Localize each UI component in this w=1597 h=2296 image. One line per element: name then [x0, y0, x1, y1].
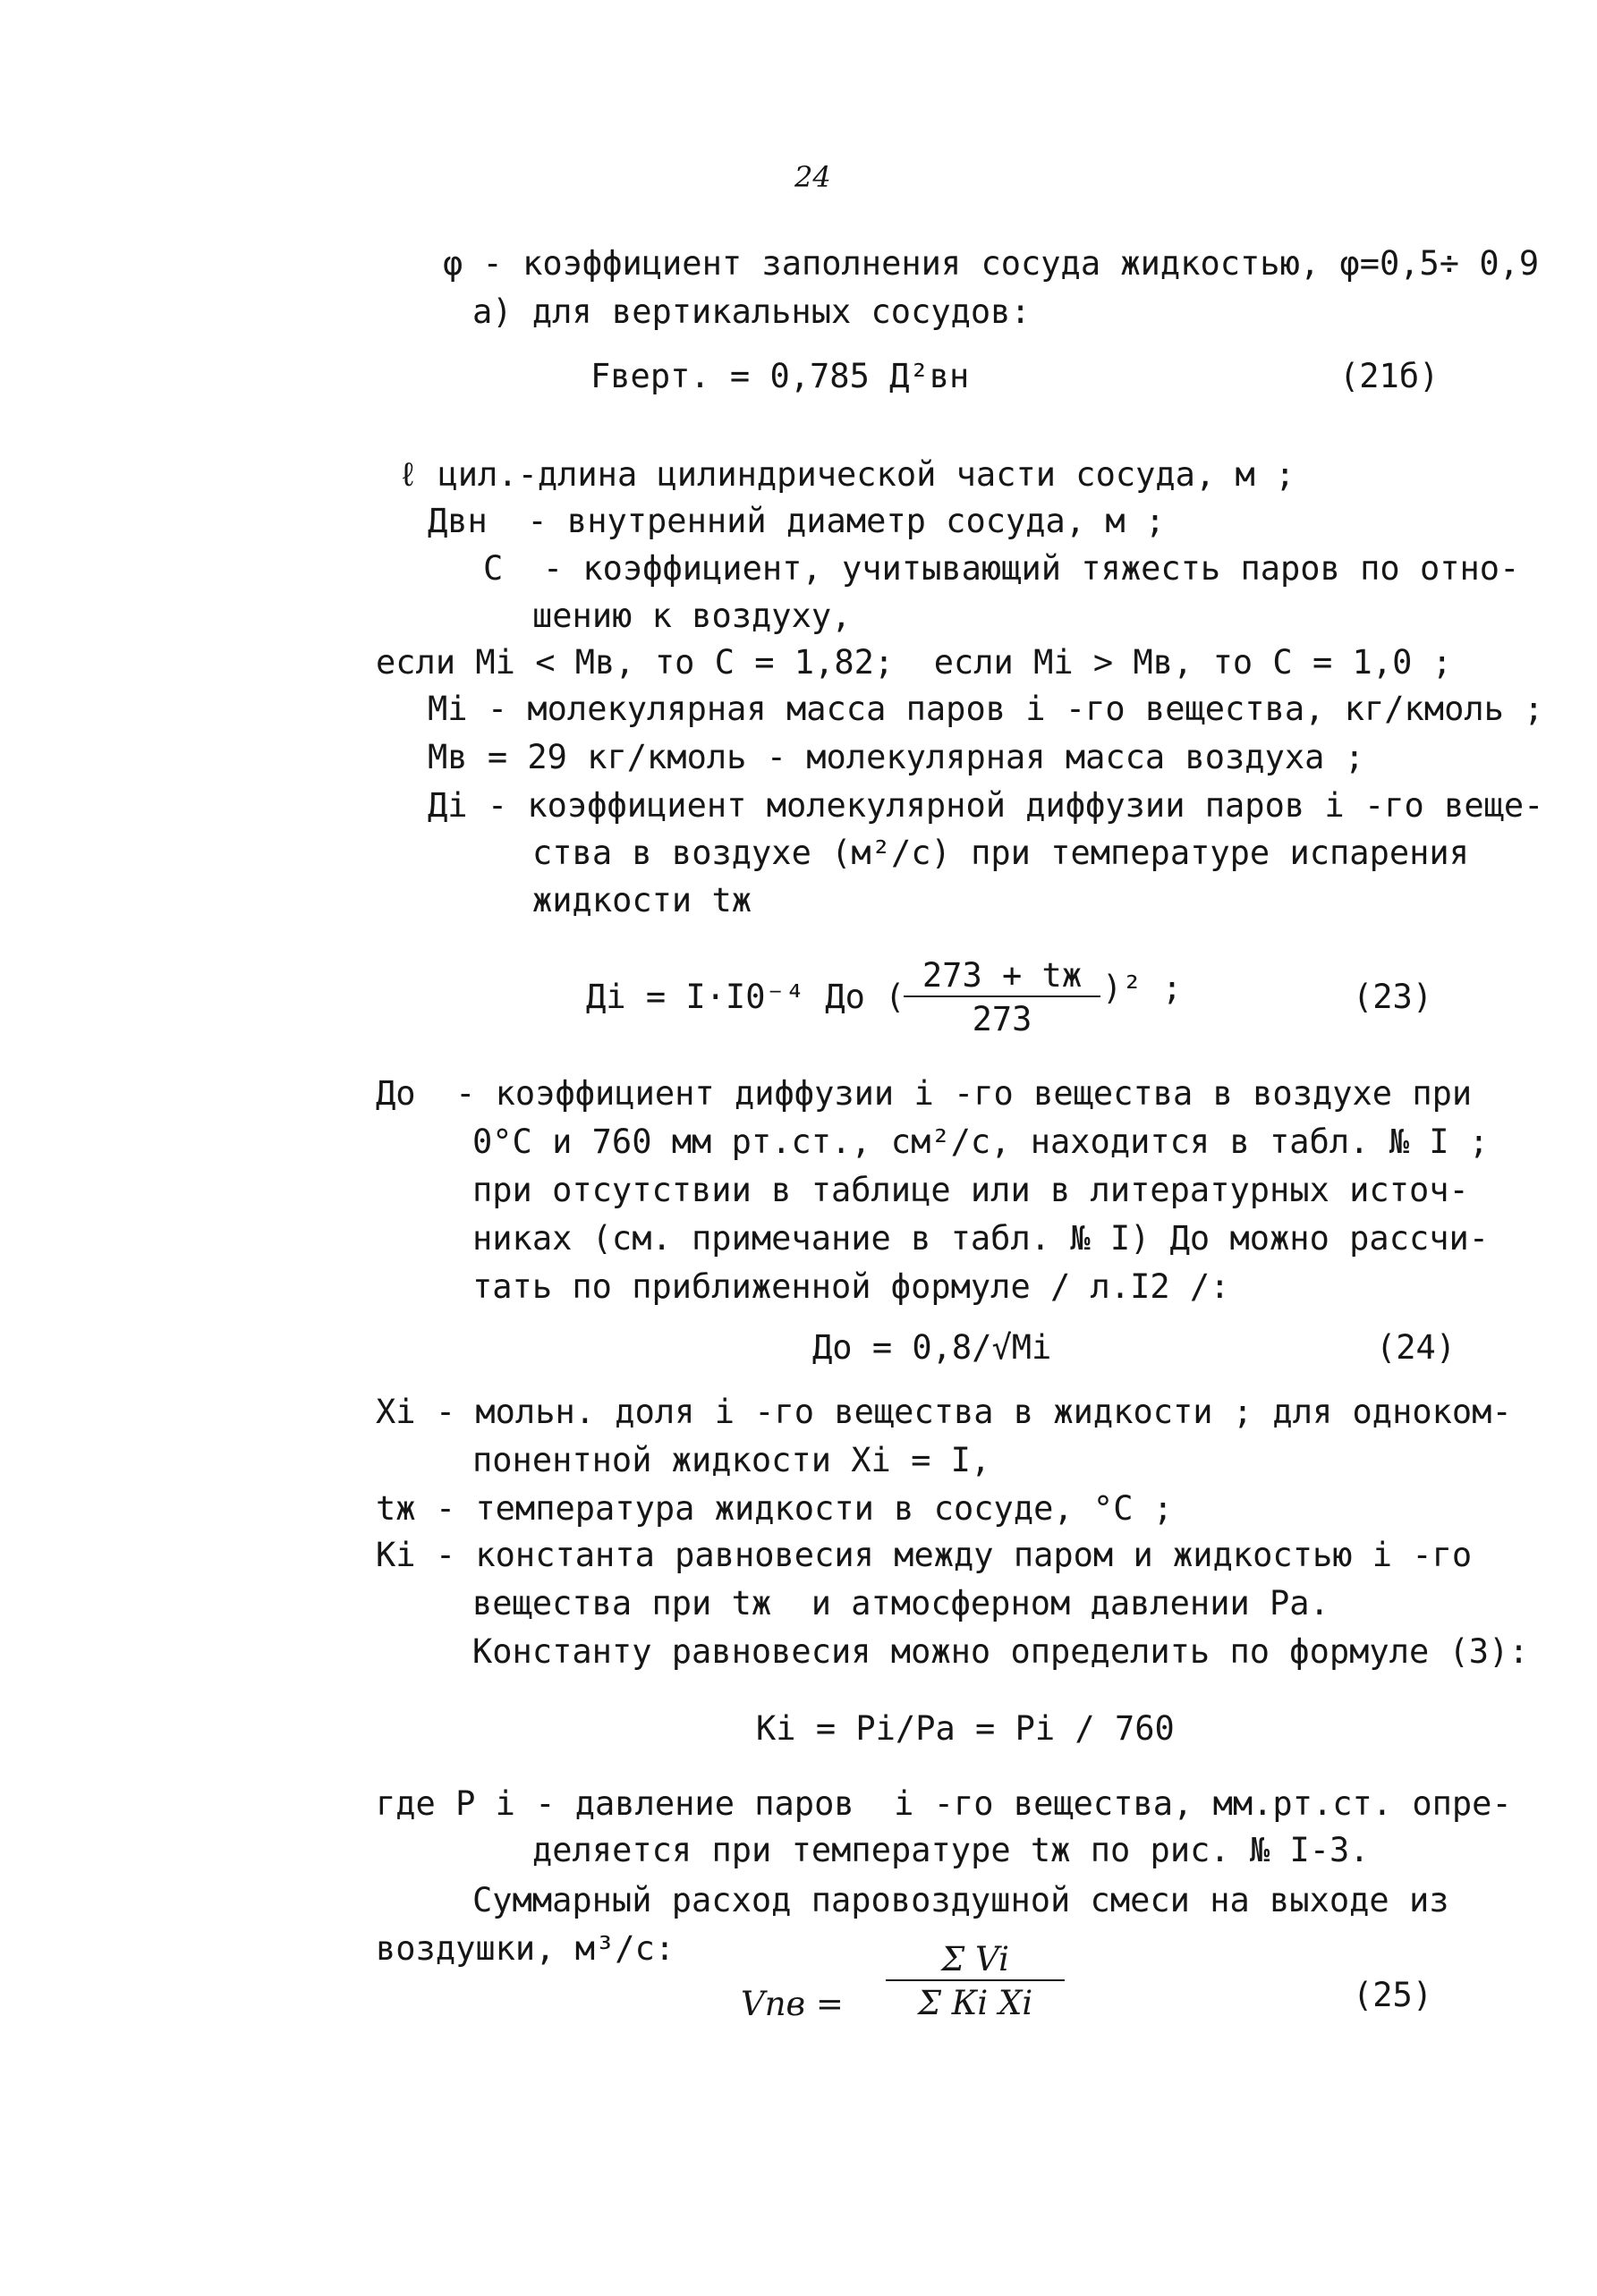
text-line: Xi - мольн. доля i -го вещества в жидкости ; для одноком-	[376, 1393, 1512, 1431]
text-line: 0°С и 760 мм рт.ст., см²/с, находится в табл. № I ;	[472, 1123, 1490, 1161]
text-line: tж - температура жидкости в сосуде, °С ;	[376, 1489, 1174, 1528]
equation-number: (21б)	[1339, 357, 1440, 395]
text-line: До - коэффициент диффузии i -го вещества в воздухе при	[376, 1074, 1473, 1113]
text-line: φ - коэффициент заполнения сосуда жидкостью, φ=0,5÷ 0,9	[443, 244, 1540, 283]
equation-number: (24)	[1376, 1328, 1457, 1367]
text-line: при отсутствии в таблице или в литературных источ-	[472, 1171, 1469, 1209]
text-line: воздушки, м³/с:	[376, 1929, 675, 1968]
text-line: Дi - коэффициент молекулярной диффузии паров i -го веще-	[428, 786, 1544, 825]
text-line: никах (см. примечание в табл. № I) До можно рассчи-	[472, 1219, 1490, 1258]
text-line: Суммарный расход паровоздушной смеси на выходе из	[472, 1881, 1449, 1919]
text-line: Константу равновесия можно определить по формуле (3):	[472, 1632, 1529, 1671]
text-line: а) для вертикальных сосудов:	[472, 292, 1031, 331]
equation-number: (25)	[1353, 1976, 1433, 2014]
text-line: Двн - внутренний диаметр сосуда, м ;	[428, 502, 1166, 540]
text-line: деляется при температуре tж по рис. № I-3.	[532, 1831, 1370, 1869]
text-line: С - коэффициент, учитывающий тяжесть паров по отно-	[483, 549, 1520, 588]
formula-24: До = 0,8/√Мi	[812, 1328, 1052, 1367]
text-line: Мi - молекулярная масса паров i -го вещества, кг/кмоль ;	[428, 690, 1544, 728]
text-line: ства в воздухе (м²/с) при температуре испарения	[532, 834, 1469, 872]
document-page: 24 φ - коэффициент заполнения сосуда жидкостью, φ=0,5÷ 0,9 а) для вертикальных сосудов: Fверт. = 0,785 Д²вн (21б) ℓ цил.-длина цилиндрической части сосуда, м ; Двн - внутренний диаметр сосуда, м ; С - коэффициент, учитывающий тяжесть паров по отно- шению к воздуху, если Мi < Мв, то С = 1,82; если Мi > Мв, то С = 1,0 ; Мi - молекулярная масса паров i -го вещества, кг/кмоль ; Мв = 29 кг/кмоль - молекулярная масса воздуха ; Дi - коэффициент молекулярной диффузии паров i -го веще- ства в воздухе (м²/с) при температуре испарения жидкости tж Дi = I·I0⁻⁴ До ( 273 + tж 273 )² ; (23) До - коэффициент диффузии i -го вещества в воздухе при 0°С и 760 мм рт.ст., см²/с, находится в табл. № I ; при отсутствии в таблице или в литературных источ- никах (см. примечание в табл. № I) До можно рассчи- тать по приближенной формуле / л.I2 /: До = 0,8/√Мi (24) Xi - мольн. доля i -го вещества в жидкости ; для одноком- понентной жидкости Xi = I, tж - температура жидкости в сосуде, °С ; Кi - константа равновесия между паром и жидкостью i -го вещества при tж и атмосферном давлении Ра. Константу равновесия можно определить по формуле (3): Кi = Рi/Ра = Рi / 760 где Р i - давление паров i -го вещества, мм.рт.ст. опре- деляется при температуре tж по рис. № I-3. Суммарный расход паровоздушной смеси на выходе из воздушки, м³/с: Vпв = Σ Vi Σ Кi Xi (25)	[376, 160, 1544, 2023]
text-line: шению к воздуху,	[532, 597, 852, 635]
text-line: жидкости tж	[532, 881, 752, 919]
equation-number: (23)	[1353, 978, 1433, 1016]
text-line: если Мi < Мв, то С = 1,82; если Мi > Мв, то С = 1,0 ;	[376, 643, 1452, 682]
formula-k: Кi = Рi/Ра = Рi / 760	[756, 1709, 1175, 1748]
text-line: вещества при tж и атмосферном давлении Ра.	[472, 1584, 1329, 1622]
formula-21b: Fверт. = 0,785 Д²вн	[590, 357, 970, 395]
text-line: тать по приближенной формуле / л.I2 /:	[472, 1267, 1230, 1306]
page-number: 24	[794, 160, 831, 194]
text-line: Кi - константа равновесия между паром и жидкостью i -го	[376, 1536, 1473, 1574]
text-line: понентной жидкости Xi = I,	[472, 1441, 991, 1479]
text-line: ℓ цил.-длина цилиндрической части сосуда, м ;	[398, 455, 1295, 494]
text-line: где Р i - давление паров i -го вещества, мм.рт.ст. опре-	[376, 1784, 1512, 1823]
text-line: Мв = 29 кг/кмоль - молекулярная масса воздуха ;	[428, 738, 1364, 776]
